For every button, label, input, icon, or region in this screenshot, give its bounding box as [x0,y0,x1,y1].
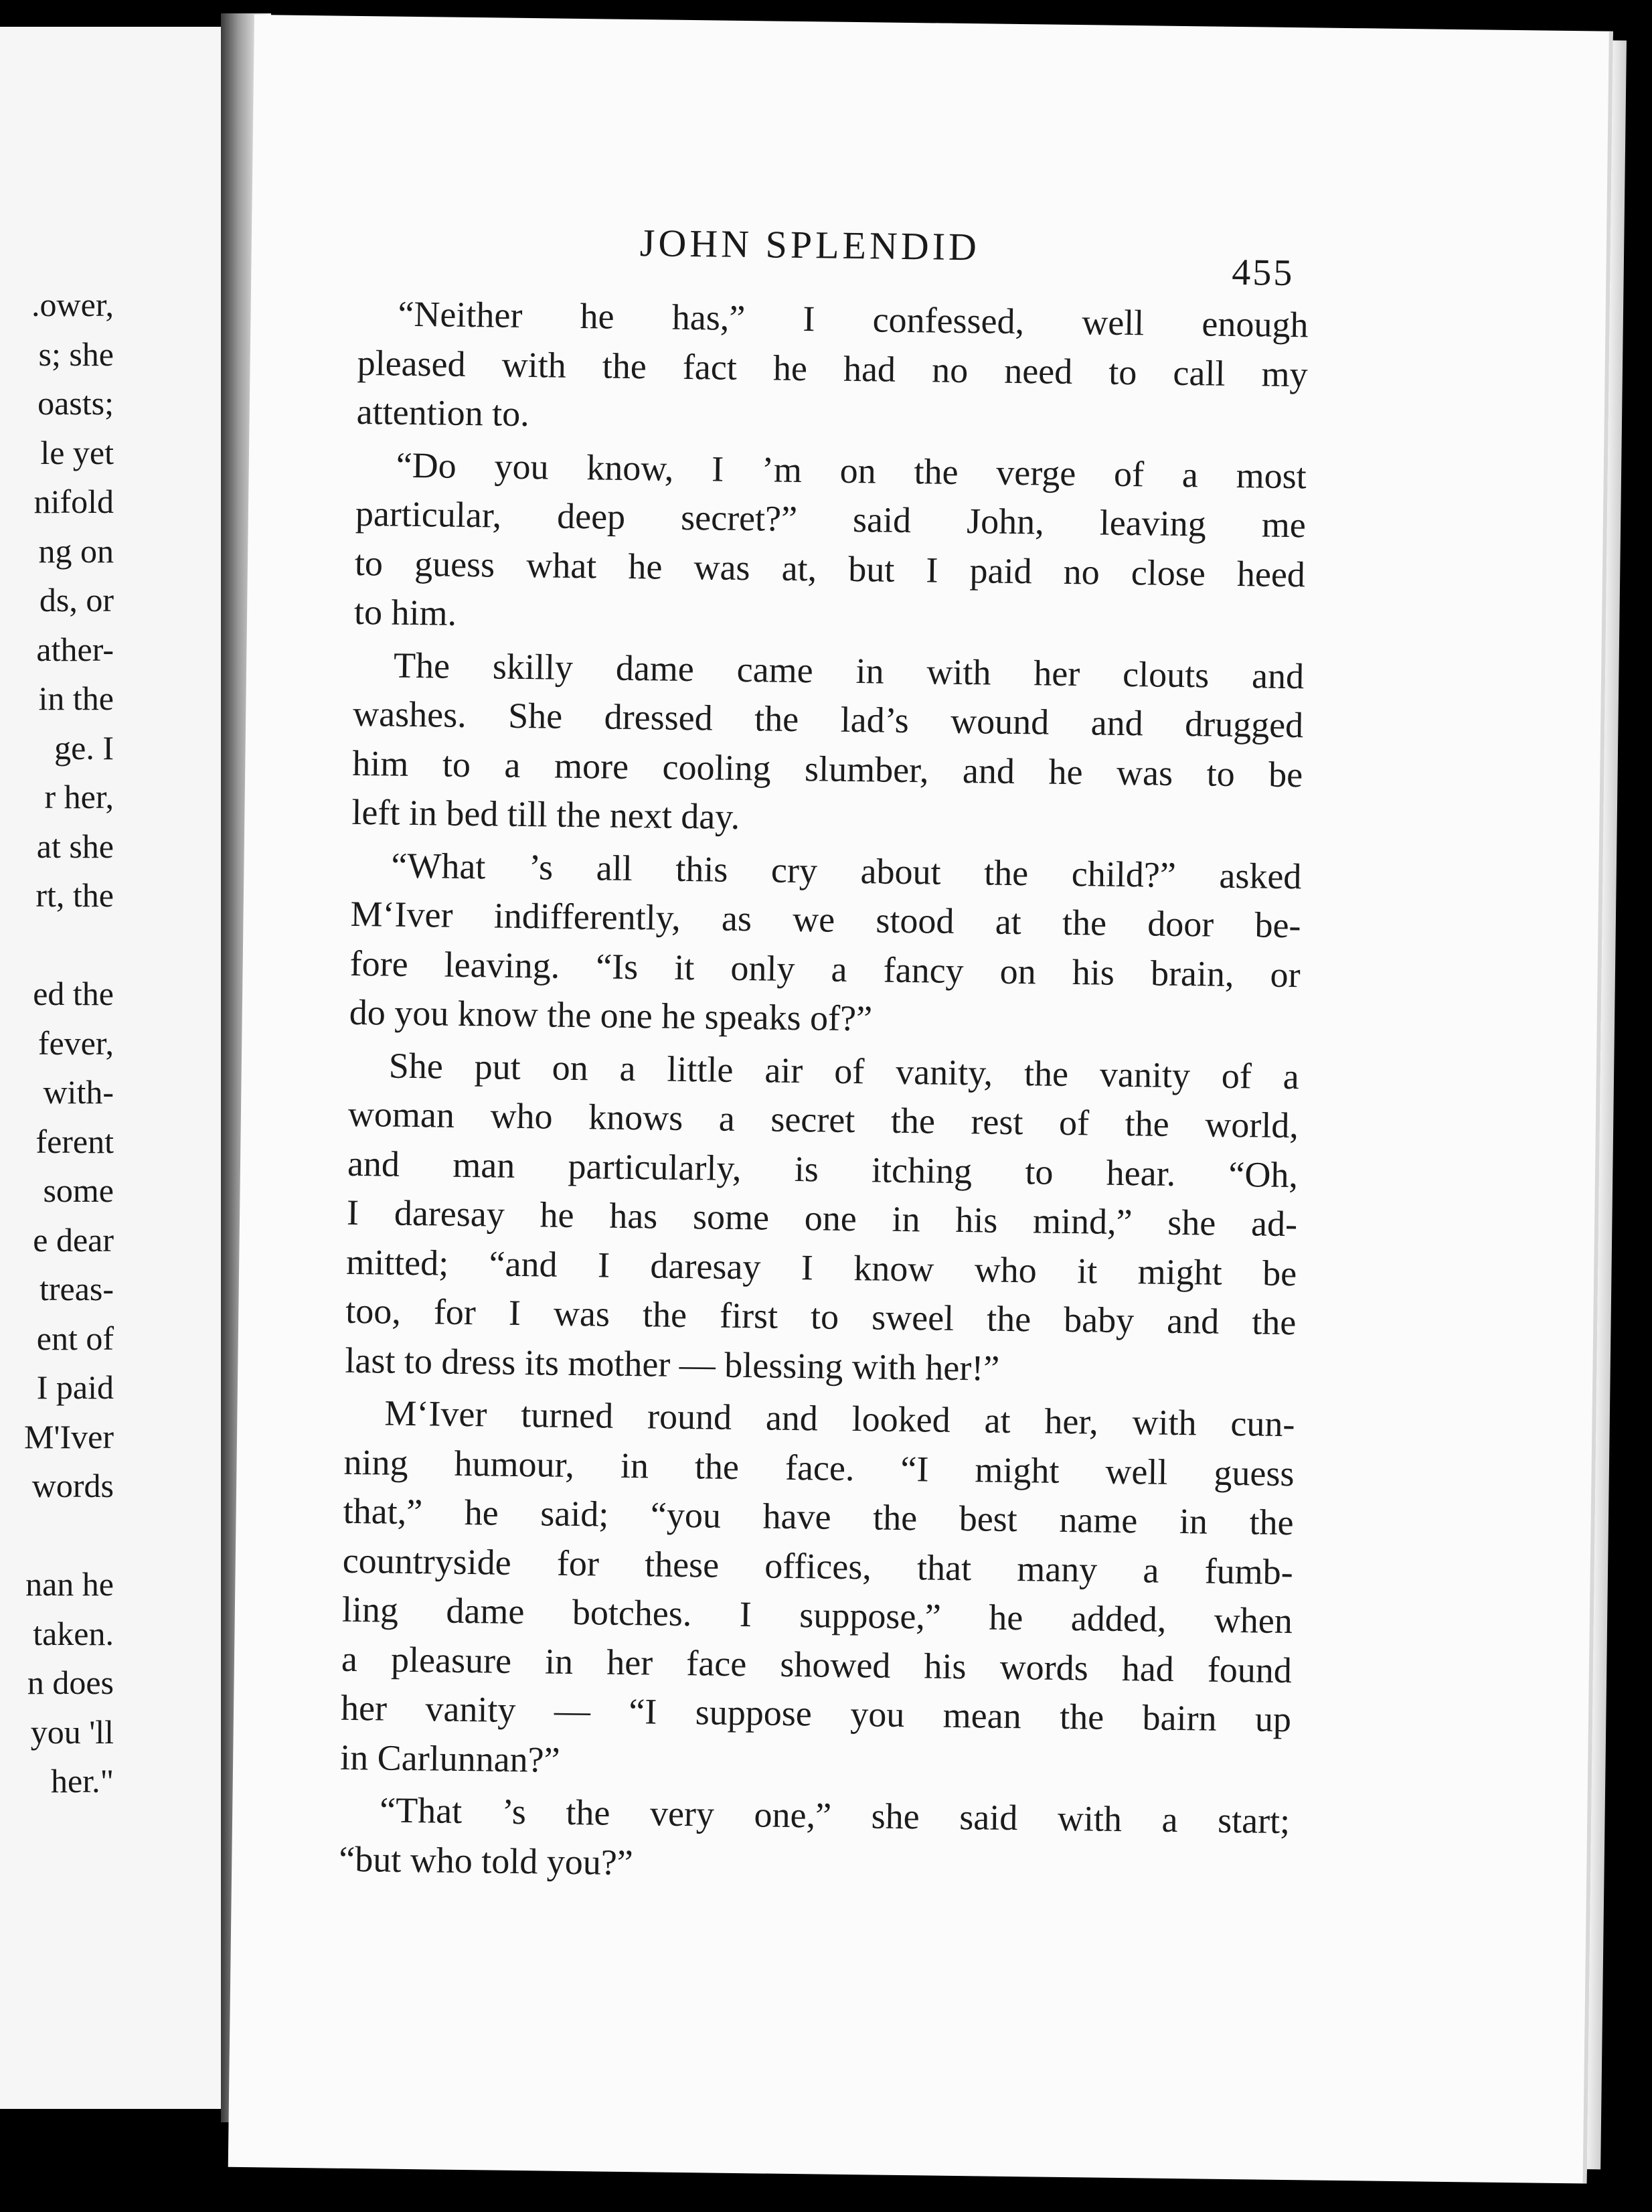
left-page-line: nifold [33,483,114,520]
text-line: fore leaving. “Is it only a fancy on his brain, or [349,943,1301,995]
left-page-line: ng on [38,532,114,570]
text-line: I daresay he has some one in his mind,” she ad- [346,1192,1298,1245]
text-line: “What ’s all this cry about the child?” asked [391,845,1302,896]
paragraph [356,289,1309,449]
left-page-line: .ower, [31,286,114,323]
left-page-line: ge. I [54,728,114,767]
left-page-line: ed the [33,975,114,1012]
text-line: attention to. [356,391,530,434]
left-page-line: oasts; [37,384,114,422]
left-page-line: with- [43,1073,114,1111]
text-line: She put on a little air of vanity, the vanity of a [388,1045,1300,1097]
left-page-line: ent of [36,1319,114,1357]
text-line: mitted; “and I daresay I know who it might be [345,1241,1297,1293]
text-line: M‘Iver turned round and looked at her, with cun- [384,1393,1295,1445]
text-line: to guess what he was at, but I paid no close heed [354,542,1306,595]
left-page-line: rt, the [35,876,114,914]
text-line: too, for I was the first to sweel the baby and the [345,1290,1297,1343]
text-line: The skilly dame came in with her clouts and [393,645,1305,696]
text-line: in Carlunnan?” [339,1737,560,1780]
left-page-line: n does [27,1664,114,1701]
text-line: ning humour, in the face. “I might well guess [343,1441,1295,1494]
left-page-line: r her, [44,778,114,815]
left-page-line: s; she [38,335,114,373]
left-page-line: at she [36,827,114,865]
text-line: her vanity — “I suppose you mean the bairn up [340,1687,1292,1740]
paragraph [340,1389,1295,1794]
text-line: M‘Iver indifferently, as we stood at the door be- [350,893,1301,946]
left-page-line: some [43,1172,114,1209]
text-line: washes. She dressed the lad’s wound and drugged [352,693,1304,746]
left-page-line: fever, [37,1024,114,1062]
text-line: left in bed till the next day. [351,791,740,837]
text-line: ling dame botches. I suppose,” he added, when [341,1589,1293,1642]
text-line: “That ’s the very one,” she said with a start; [379,1790,1291,1842]
left-page-line: e dear [33,1220,114,1259]
page-number: 455 [1232,251,1295,295]
left-page-line: you 'll [30,1713,114,1751]
text-line: woman who knows a secret the rest of the world, [347,1093,1299,1146]
text-line: him to a more cooling slumber, and he was to be [351,742,1303,795]
left-page-line: her." [51,1762,114,1800]
text-line: and man particularly, is itching to hear. “Oh, [347,1143,1299,1195]
left-page-line: words [31,1467,114,1504]
text-line: “Neither he has,” I confessed, well enough [398,293,1309,345]
text-line: countryside for these offices, that many a fumb- [342,1540,1294,1592]
paragraph [354,440,1307,648]
text-line: a pleasure in her face showed his words had found [341,1638,1293,1690]
text-line: particular, deep secret?” said John, leaving me [355,493,1307,546]
left-page-line: ferent [35,1122,114,1160]
left-page-line: M'Iver [24,1417,114,1455]
previous-page [0,27,221,2109]
text-line: last to dress its mother — blessing with her!” [345,1340,1000,1389]
left-page-line: nan he [25,1565,114,1603]
left-page-line: taken. [33,1614,114,1652]
paragraph [339,1786,1291,1895]
running-head: JOHN SPLENDID [639,221,981,269]
left-page-line: le yet [40,433,114,471]
left-page-line: I paid [36,1368,114,1406]
text-line: that,” he said; “you have the best name in the [343,1490,1294,1543]
left-page-line: in the [38,680,114,717]
left-page-line: ds, or [39,581,114,619]
paragraph [351,640,1304,848]
text-line: “Do you know, I ’m on the verge of a most [396,445,1307,496]
text-line: “but who told you?” [338,1838,634,1883]
left-page-line: ather- [36,630,114,668]
book-page [228,15,1613,2184]
left-page-line: treas- [39,1270,114,1308]
paragraph [345,1040,1299,1397]
text-line: pleased with the fact he had no need to call my [357,342,1308,394]
text-line: do you know the one he speaks of?” [349,992,873,1039]
body-text [339,289,1309,1895]
text-line: to him. [353,591,457,633]
paragraph [349,840,1301,1048]
